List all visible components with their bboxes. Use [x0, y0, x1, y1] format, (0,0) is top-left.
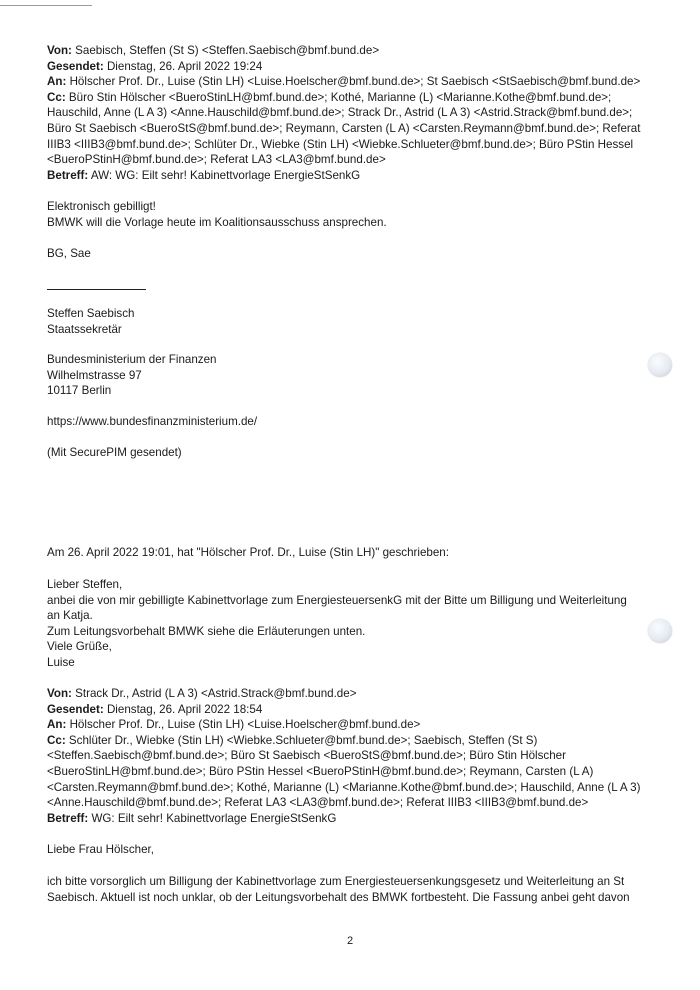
- email2-subject: Betreff: WG: Eilt sehr! Kabinettvorlage EnergieStSenkG: [47, 811, 337, 825]
- quote-intro: Am 26. April 2022 19:01, hat "Hölscher Prof. Dr., Luise (Stin LH)" geschrieben:: [47, 546, 449, 559]
- email1-body: [47, 199, 665, 230]
- email2-cc-line: <Anne.Hauschild@bmf.bund.de>; Referat LA3 <LA3@bmf.bund.de>; Referat IIIB3 <IIIB3@bmf.bund.de>: [47, 796, 589, 810]
- email1-subject: Betreff: AW: WG: Eilt sehr! Kabinettvorlage EnergieStSenkG: [47, 168, 361, 182]
- email1-to: An: Hölscher Prof. Dr., Luise (Stin LH) <Luise.Hoelscher@bmf.bund.de>; St Saebisch <StSaebisch@bmf.bund.de>: [47, 75, 641, 89]
- email1-sent: Gesendet: Dienstag, 26. April 2022 19:24: [47, 59, 263, 73]
- quote-line: Luise: [47, 655, 75, 669]
- signature-website[interactable]: https://www.bundesfinanzministerium.de/: [47, 415, 258, 428]
- email2-cc-line: <Steffen.Saebisch@bmf.bund.de>; Büro St Saebisch <BueroStS@bmf.bund.de>; Büro Stin Hölscher: [47, 749, 566, 763]
- signature-name-title: [47, 306, 665, 337]
- email2-sent: Gesendet: Dienstag, 26. April 2022 18:54: [47, 702, 263, 716]
- signature-name: Steffen Saebisch: [47, 307, 135, 320]
- quote-line: an Katja.: [47, 609, 93, 623]
- email1-cc-line: Büro St Saebisch <BueroStS@bmf.bund.de>; Reymann, Carsten (L A) <Carsten.Reymann@bmf.bund.de>; Referat: [47, 121, 641, 135]
- email1-cc: Cc: Büro Stin Hölscher <BueroStinLH@bmf.bund.de>; Kothé, Marianne (L) <Marianne.Kothe@bmf.bund.de>;: [47, 90, 612, 104]
- body-line: Elektronisch gebilligt!: [47, 200, 156, 213]
- email2-cc-line: <Carsten.Reymann@bmf.bund.de>; Kothé, Marianne (L) <Marianne.Kothe@bmf.bund.de>; Hauschild, Anne (L A 3): [47, 780, 641, 794]
- email2-greeting: Liebe Frau Hölscher,: [47, 843, 154, 856]
- page-number: 2: [346, 935, 354, 947]
- address-line: 10117 Berlin: [47, 384, 112, 398]
- email1-cc-line: <BueroPStinH@bmf.bund.de>; Referat LA3 <LA3@bmf.bund.de>: [47, 153, 386, 167]
- signature-divider: [47, 289, 146, 290]
- punch-hole: [648, 619, 672, 643]
- address-line: Wilhelmstrasse 97: [47, 368, 142, 382]
- quote-line: Viele Grüße,: [47, 640, 112, 654]
- signature-address: [47, 352, 665, 399]
- quote-line: Zum Leitungsvorbehalt BMWK siehe die Erläuterungen unten.: [47, 624, 366, 638]
- email2-body: [47, 874, 665, 905]
- email1-cc-line: Hauschild, Anne (L A 3) <Anne.Hauschild@bmf.bund.de>; Strack Dr., Astrid (L A 3) <Astrid.Strack@bmf.bund.de>;: [47, 106, 633, 120]
- signature-sent-with: (Mit SecurePIM gesendet): [47, 446, 182, 459]
- email2-to: An: Hölscher Prof. Dr., Luise (Stin LH) <Luise.Hoelscher@bmf.bund.de>: [47, 718, 421, 732]
- top-rule: [0, 5, 92, 6]
- email2-header: [47, 686, 665, 826]
- email1-closing: BG, Sae: [47, 247, 91, 260]
- quote-line: anbei die von mir gebilligte Kabinettvorlage zum EnergiesteuersenkG mit der Bitte um Billigung und Weiterleitung: [47, 593, 627, 607]
- punch-hole: [648, 353, 672, 377]
- quote-body: [47, 577, 665, 671]
- body-line: BMWK will die Vorlage heute im Koalitionsausschuss ansprechen.: [47, 215, 387, 229]
- email1-from: Von: Saebisch, Steffen (St S) <Steffen.Saebisch@bmf.bund.de>: [47, 44, 380, 57]
- quote-line: Lieber Steffen,: [47, 578, 123, 591]
- body-line: Saebisch. Aktuell ist noch unklar, ob der Leitungsvorbehalt des BMWK fortbesteht. Die Fassung anbei geht davon: [47, 890, 630, 904]
- signature-title: Staatssekretär: [47, 322, 122, 336]
- body-line: ich bitte vorsorglich um Billigung der Kabinettvorlage zum Energiesteuersenkungsgesetz und Weiterleitung an St: [47, 875, 625, 888]
- address-line: Bundesministerium der Finanzen: [47, 353, 217, 366]
- email2-cc-line: <BueroStinLH@bmf.bund.de>; Büro PStin Hessel <BueroPStinH@bmf.bund.de>; Reymann, Carsten (L A): [47, 764, 594, 778]
- email1-cc-line: IIIB3 <IIIB3@bmf.bund.de>; Schlüter Dr., Wiebke (Stin LH) <Wiebke.Schlueter@bmf.bund.de>; Büro PStin Hessel: [47, 137, 634, 151]
- email2-from: Von: Strack Dr., Astrid (L A 3) <Astrid.Strack@bmf.bund.de>: [47, 687, 357, 700]
- email2-cc: Cc: Schlüter Dr., Wiebke (Stin LH) <Wiebke.Schlueter@bmf.bund.de>; Saebisch, Steffen (St S): [47, 733, 538, 747]
- email1-header: [47, 43, 665, 183]
